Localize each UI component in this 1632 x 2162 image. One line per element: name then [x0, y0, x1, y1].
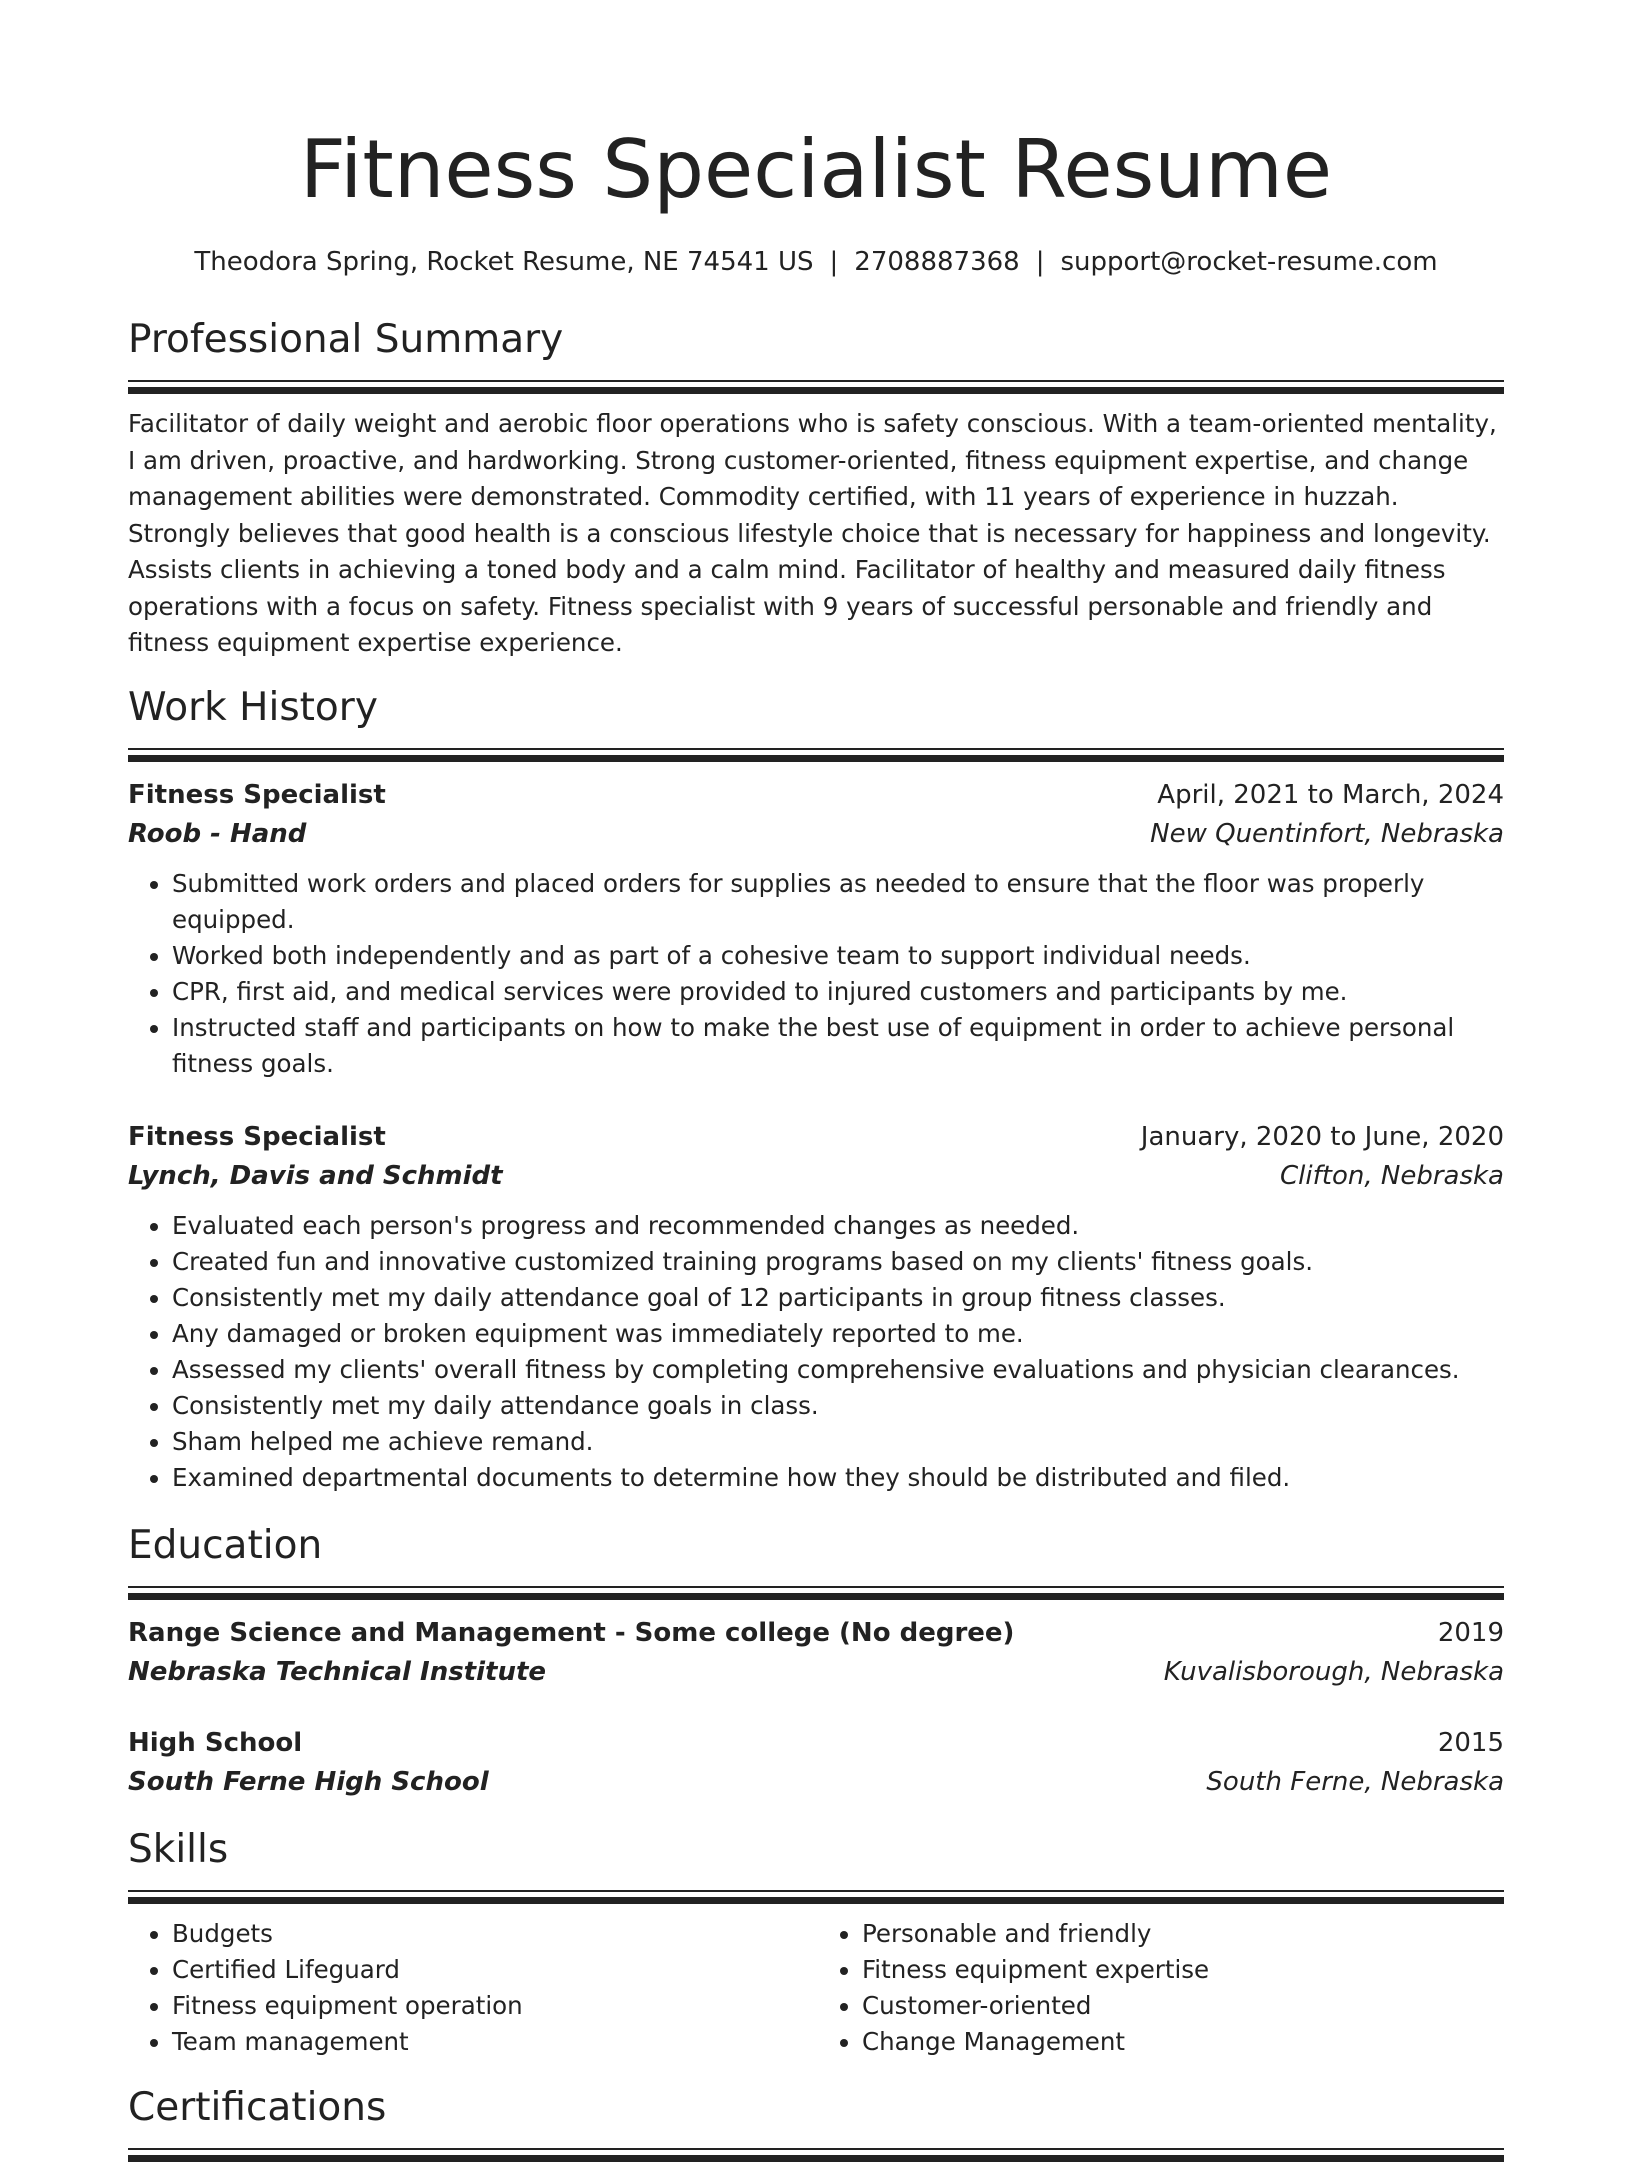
job-subheader-row — [128, 815, 1504, 854]
skill-item: • Personable and friendly — [862, 1916, 1504, 1952]
job-title: Fitness Specialist — [128, 1121, 386, 1152]
section-divider — [128, 748, 1504, 762]
section-heading-work-history: Work History — [128, 684, 378, 730]
skills-section — [128, 1824, 1504, 2060]
contact-address: Theodora Spring, Rocket Resume, NE 74541 US — [194, 247, 814, 277]
job-company: Roob - Hand — [128, 818, 307, 849]
job-dates: April, 2021 to March, 2024 — [1157, 779, 1504, 810]
job-bullet-list — [128, 866, 1504, 1082]
section-divider — [128, 1890, 1504, 1904]
job-location: Clifton, Nebraska — [1280, 1160, 1504, 1191]
job-bullet: • Worked both independently and as part of a cohesive team to support individual needs. — [172, 938, 1504, 974]
section-divider — [128, 380, 1504, 394]
section-heading-skills: Skills — [128, 1826, 229, 1872]
skill-item: • Change Management — [862, 2024, 1504, 2060]
job-dates: January, 2020 to June, 2020 — [1140, 1121, 1504, 1152]
certifications-section — [128, 2082, 1504, 2162]
skill-item: • Fitness equipment expertise — [862, 1952, 1504, 1988]
section-heading-certifications: Certifications — [128, 2084, 387, 2130]
job-bullet: • Instructed staff and participants on how to make the best use of equipment in order to achieve personal fitness goals. — [172, 1010, 1504, 1082]
section-divider — [128, 2148, 1504, 2162]
education-degree: Range Science and Management - Some college (No degree) — [128, 1617, 1015, 1648]
skills-list-right — [816, 1916, 1504, 2060]
skill-item: • Budgets — [172, 1916, 816, 1952]
education-entry — [128, 1614, 1504, 1692]
work-history-section — [128, 682, 1504, 1496]
job-bullet: • Examined departmental documents to determine how they should be distributed and filed. — [172, 1460, 1504, 1496]
education-section — [128, 1520, 1504, 1802]
education-degree: High School — [128, 1727, 303, 1758]
education-school: Nebraska Technical Institute — [128, 1656, 547, 1687]
education-header-row — [128, 1724, 1504, 1763]
education-school: South Ferne High School — [128, 1766, 489, 1797]
summary-text: Facilitator of daily weight and aerobic floor operations who is safety conscious. With a team-oriented mentality, I am driven, proactive, and hardworking. Strong customer-oriented, fitness equipment expertise, and change management abilities were demonstrated. Commodity certified, with 11 years of experience in huzzah. Strongly believes that good health is a conscious lifestyle choice that is necessary for happiness and longevity. Assists clients in achieving a toned body and a calm mind. Facilitator of healthy and measured daily fitness operations with a focus on safety. Fitness specialist with 9 years of successful personable and friendly and fitness equipment expertise experience. — [128, 409, 1497, 657]
job-bullet: • Consistently met my daily attendance goals in class. — [172, 1388, 1504, 1424]
education-year: 2015 — [1437, 1727, 1504, 1758]
skill-item: • Certified Lifeguard — [172, 1952, 816, 1988]
education-header-row — [128, 1614, 1504, 1653]
job-title: Fitness Specialist — [128, 779, 386, 810]
job-bullet: • Consistently met my daily attendance goal of 12 participants in group fitness classes. — [172, 1280, 1504, 1316]
job-bullet: • Submitted work orders and placed orders for supplies as needed to ensure that the floor was properly equipped. — [172, 866, 1504, 938]
job-entry — [128, 1118, 1504, 1496]
job-bullet: • Sham helped me achieve remand. — [172, 1424, 1504, 1460]
contact-phone: 2708887368 — [854, 247, 1020, 277]
skills-columns — [128, 1916, 1504, 2060]
job-header-row — [128, 1118, 1504, 1157]
job-subheader-row — [128, 1157, 1504, 1196]
section-heading-summary: Professional Summary — [128, 317, 564, 362]
job-location: New Quentinfort, Nebraska — [1150, 818, 1504, 849]
job-company: Lynch, Davis and Schmidt — [128, 1160, 503, 1191]
skill-item: • Team management — [172, 2024, 816, 2060]
contact-line — [128, 244, 1504, 280]
job-bullet-list — [128, 1208, 1504, 1496]
contact-separator: | — [829, 247, 839, 277]
job-header-row — [128, 776, 1504, 815]
education-subheader-row — [128, 1763, 1504, 1802]
summary-section — [128, 314, 1504, 662]
skills-list-left — [128, 1916, 816, 2060]
job-bullet: • Assessed my clients' overall fitness by completing comprehensive evaluations and physician clearances. — [172, 1352, 1504, 1388]
job-bullet: • Created fun and innovative customized training programs based on my clients' fitness goals. — [172, 1244, 1504, 1280]
contact-separator: | — [1035, 247, 1045, 277]
section-heading-education: Education — [128, 1522, 323, 1568]
education-entry — [128, 1724, 1504, 1802]
skill-item: • Fitness equipment operation — [172, 1988, 816, 2024]
education-subheader-row — [128, 1653, 1504, 1692]
resume-title: Fitness Specialist Resume — [299, 123, 1333, 216]
section-divider — [128, 1586, 1504, 1600]
education-location: South Ferne, Nebraska — [1206, 1766, 1504, 1797]
job-bullet: • Evaluated each person's progress and recommended changes as needed. — [172, 1208, 1504, 1244]
contact-email: support@rocket-resume.com — [1060, 247, 1438, 277]
education-year: 2019 — [1437, 1617, 1504, 1648]
job-entry — [128, 776, 1504, 1082]
skill-item: • Customer-oriented — [862, 1988, 1504, 2024]
education-location: Kuvalisborough, Nebraska — [1163, 1656, 1504, 1687]
job-bullet: • CPR, first aid, and medical services were provided to injured customers and participants by me. — [172, 974, 1504, 1010]
job-bullet: • Any damaged or broken equipment was immediately reported to me. — [172, 1316, 1504, 1352]
